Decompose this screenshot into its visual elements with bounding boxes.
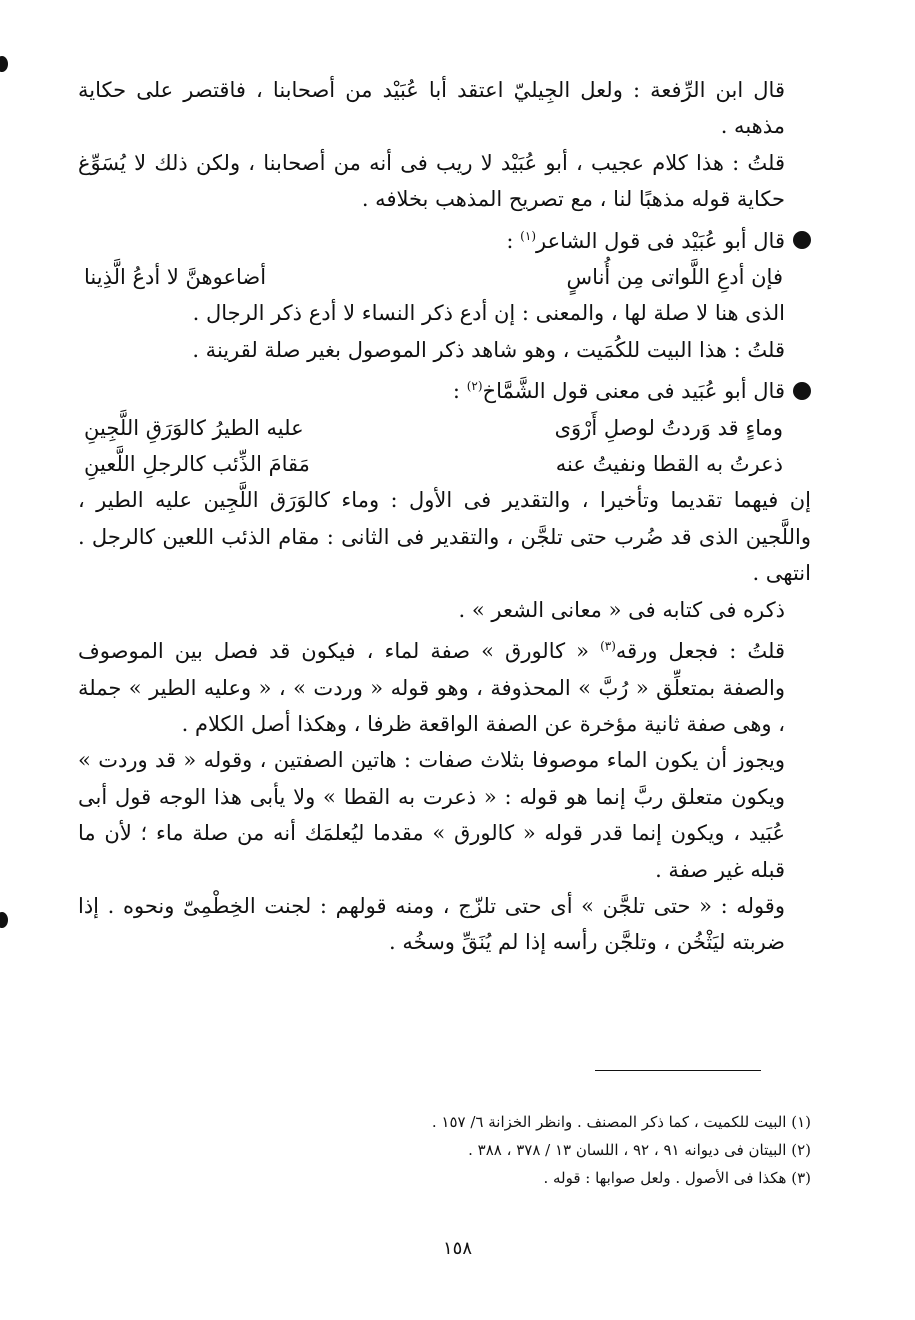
paragraph-7: إن فيهما تقديما وتأخيرا ، والتقدير فى الأول : وماء كالوَرَق اللَّجِين عليه الطير ، واللَّجين الذى قد ضُرب حتى تلجَّن ، والتقدير فى الثانى : مقام الذئب اللعين كالرجل . انتهى . bbox=[78, 488, 811, 586]
verse-3-second-hemistich: مَقامَ الذِّئب كالرجلِ اللَّعينِ bbox=[84, 452, 310, 477]
paragraph-2: قلتُ : هذا كلام عجيب ، أبو عُبَيْد لا ريب فى أنه من أصحابنا ، ولكن ذلك لا يُسَوِّغ حكاية قوله مذهبًا لنا ، مع تصريح المذهب بخلافه . bbox=[78, 150, 785, 212]
scan-mark-top bbox=[0, 56, 8, 72]
paragraph-3 bbox=[78, 218, 811, 259]
footnote-1: (١) البيت للكميت ، كما ذكر المصنف . وانظر الخزانة ٦/ ١٥٧ . bbox=[431, 1113, 811, 1131]
verse-2-first-hemistich: وماءٍ قد وَردتُ لوصلِ أَرْوَى bbox=[554, 415, 783, 440]
verse-1 bbox=[84, 259, 783, 295]
paragraph-8: ذكره فى كتابه فى « معانى الشعر » . bbox=[458, 597, 785, 622]
footnote-2: (٢) البيتان فى ديوانه ٩١ ، ٩٢ ، اللسان ١٣ / ٣٧٨ ، ٣٨٨ . bbox=[468, 1141, 811, 1159]
scan-mark-middle bbox=[0, 912, 8, 928]
paragraph-6-text: قال أبو عُبَيد فى معنى قول الشَّمَّاخ bbox=[482, 379, 785, 404]
paragraph-5: قلتُ : هذا البيت للكُمَيت ، وهو شاهد ذكر الموصول بغير صلة لقرينة . bbox=[192, 337, 785, 362]
verse-3 bbox=[84, 446, 783, 482]
paragraph-6 bbox=[78, 368, 811, 409]
paragraph-10: ويجوز أن يكون الماء موصوفا بثلاث صفات : هاتين الصفتين ، وقوله « قد وردت » ويكون متعلق ربَّ إنما هو قوله : « ذعرت به القطا » ولا يأبى هذا الوجه قول أبى عُبَيد ، ويكون إنما قدر قوله « كالورق » مقدما ليُعلمَك أنه من صلة ماء ؛ لأن ما قبله غير صفة . bbox=[78, 748, 785, 882]
paragraph-3-tail: : bbox=[506, 228, 521, 253]
footnote-divider bbox=[595, 1070, 761, 1071]
bullet-icon bbox=[793, 382, 811, 400]
verse-2 bbox=[84, 410, 783, 446]
paragraph-6-tail: : bbox=[452, 379, 467, 404]
paragraph-4: الذى هنا لا صلة لها ، والمعنى : إن أدع ذكر النساء لا أدع ذكر الرجال . bbox=[192, 301, 785, 326]
page-number: ١٥٨ bbox=[442, 1238, 472, 1259]
bullet-icon bbox=[793, 231, 811, 249]
footnotes bbox=[200, 1108, 811, 1192]
verse-1-first-hemistich: فإن أدعِ اللَّواتى مِن أُناسٍ bbox=[566, 265, 783, 290]
verse-1-second-hemistich: أضاعوهنَّ لا أدعُ الَّذِينا bbox=[84, 265, 267, 290]
main-text bbox=[78, 72, 811, 961]
paragraph-9 bbox=[78, 628, 811, 742]
paragraph-9-rest: « كالورق » صفة لماء ، فيكون قد فصل بين الموصوف والصفة بمتعلِّق « رُبَّ » المحذوفة ، وهو قوله « وردت » ، « وعليه الطير » جملة ، وهى صفة ثانية مؤخرة عن الصفة الواقعة ظرفا ، وهكذا أصل الكلام . bbox=[78, 639, 785, 736]
paragraph-3-text: قال أبو عُبَيْد فى قول الشاعر bbox=[536, 228, 785, 253]
footnote-ref-2: (٢) bbox=[466, 379, 483, 394]
footnote-ref-3: (٣) bbox=[600, 639, 616, 654]
verse-3-first-hemistich: ذعرتُ به القطا ونفيتُ عنه bbox=[555, 452, 783, 477]
verse-2-second-hemistich: عليه الطيرُ كالوَرَقِ اللَّجِينِ bbox=[84, 415, 304, 440]
paragraph-1: قال ابن الرِّفعة : ولعل الجِيليّ اعتقد أبا عُبَيْد من أصحابنا ، فاقتصر على حكاية مذهبه . bbox=[78, 78, 785, 139]
paragraph-9-start: قلتُ : فجعل ورقه bbox=[615, 639, 785, 664]
footnote-ref-1: (١) bbox=[520, 228, 536, 243]
footnote-3: (٣) هكذا فى الأصول . ولعل صوابها : قوله . bbox=[543, 1169, 811, 1187]
paragraph-11: وقوله : « حتى تلجَّن » أى حتى تلزّج ، ومنه قولهم : لجنت الخِطْمِىّ ونحوه . إذا ضربته ليَثْخُن ، وتلجَّن رأسه إذا لم يُنَقِّ وسخُه . bbox=[78, 893, 785, 955]
